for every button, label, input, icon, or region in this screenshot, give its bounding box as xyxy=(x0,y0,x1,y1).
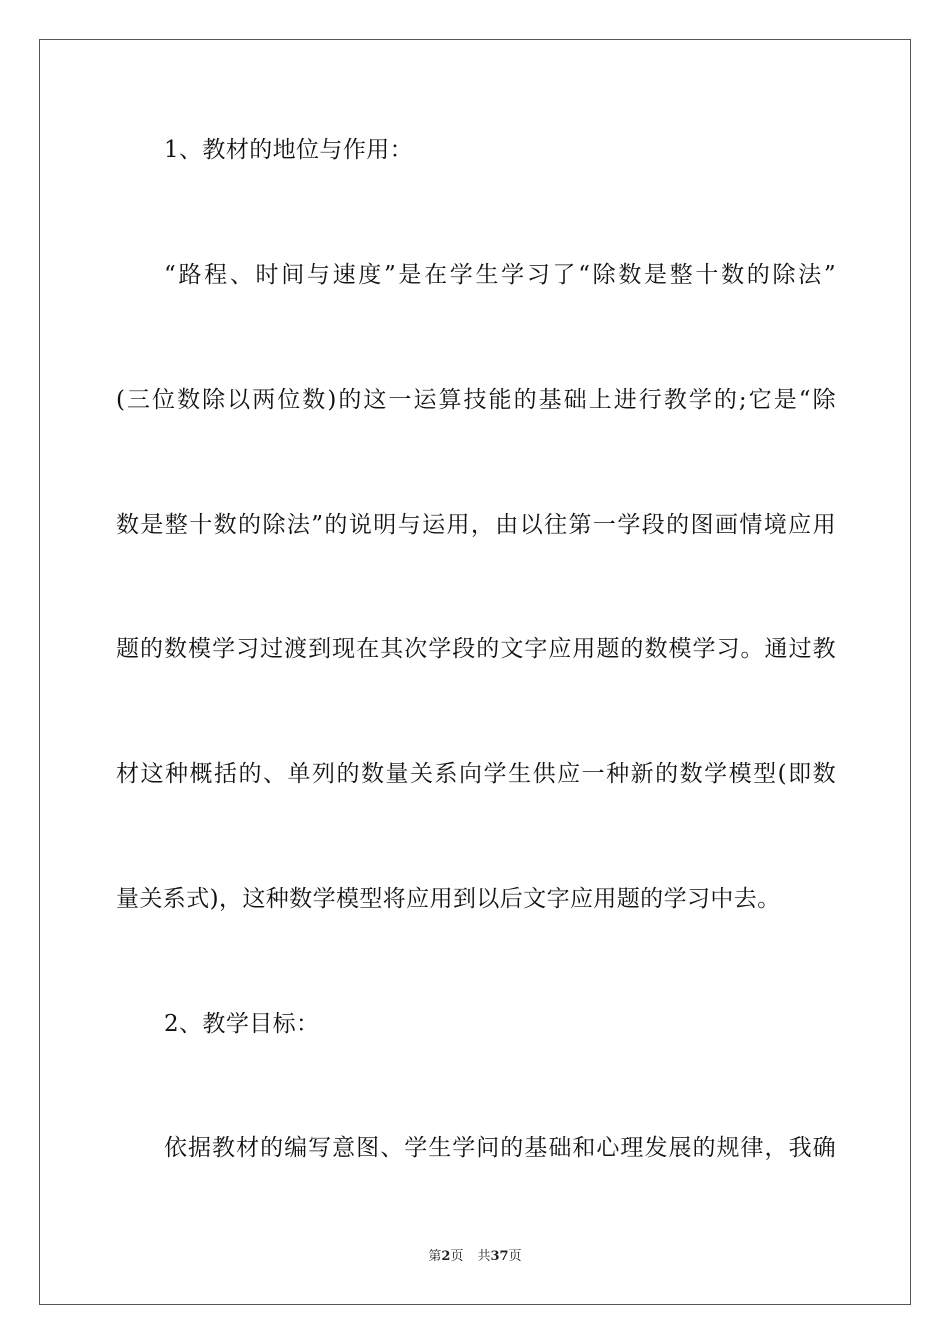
paragraph-line: “路程、时间与速度”是在学生学习了“除数是整十数的除法” xyxy=(164,262,836,288)
footer-total-suffix: 页 xyxy=(508,1249,522,1264)
section-heading-2: 2、教学目标： xyxy=(164,1011,320,1037)
paragraph-line: (三位数除以两位数)的这一运算技能的基础上进行教学的;它是“除 xyxy=(116,387,836,413)
paragraph-line: 材这种概括的、单列的数量关系向学生供应一种新的数学模型(即数 xyxy=(116,761,836,787)
page-footer xyxy=(0,1248,950,1266)
footer-page-prefix: 第 xyxy=(428,1249,442,1264)
paragraph-line: 题的数模学习过渡到现在其次学段的文字应用题的数模学习。通过教 xyxy=(116,636,836,662)
page-frame xyxy=(39,39,911,1305)
paragraph-line: 量关系式)，这种数学模型将应用到以后文字应用题的学习中去。 xyxy=(116,886,781,912)
footer-page-suffix: 页 xyxy=(450,1249,464,1264)
footer-page-total: 37 xyxy=(490,1249,509,1264)
footer-total-prefix: 共 xyxy=(477,1249,491,1264)
footer-page-current: 2 xyxy=(441,1249,451,1264)
paragraph-line: 数是整十数的除法”的说明与运用，由以往第一学段的图画情境应用 xyxy=(116,512,836,538)
section-heading-1: 1、教材的地位与作用： xyxy=(164,137,414,163)
paragraph-line: 依据教材的编写意图、学生学问的基础和心理发展的规律，我确 xyxy=(164,1135,836,1161)
